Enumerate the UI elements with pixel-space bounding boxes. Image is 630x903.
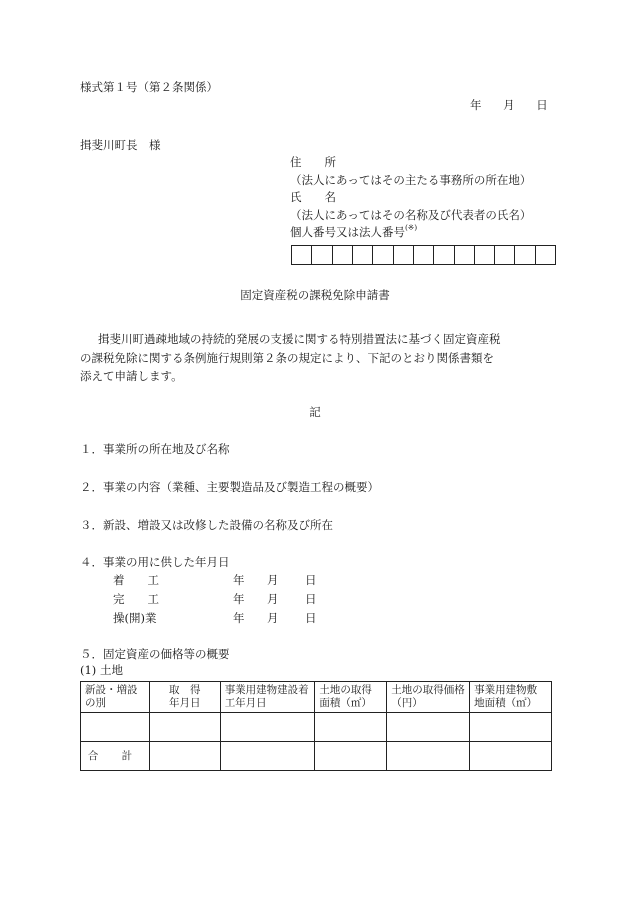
addressee: 揖斐川町長 様	[80, 138, 161, 152]
body-line: の課税免除に関する条例施行規則第２条の規定により、下記のとおり関係書類を	[80, 350, 494, 365]
date-line: 年 月 日	[470, 98, 548, 112]
schedule-label: 操(開)業	[113, 611, 157, 625]
id-digit-cell[interactable]	[536, 246, 555, 264]
table-cell[interactable]	[149, 713, 220, 742]
id-digit-cell[interactable]	[414, 246, 434, 264]
schedule-row	[0, 573, 630, 592]
ki-heading: 記	[309, 405, 321, 419]
item-5-asset-overview: ５．固定資産の価格等の概要	[80, 647, 230, 661]
id-label-line	[290, 225, 531, 243]
table-cell[interactable]	[149, 742, 220, 771]
item-5-subheading-land: (1) 土地	[80, 663, 123, 677]
col-header-acquisition-date: 取 得 年月日	[149, 682, 220, 713]
name-label: 氏 名	[290, 190, 336, 204]
id-digit-cell[interactable]	[373, 246, 393, 264]
form-number: 様式第１号（第２条関係）	[80, 80, 218, 94]
schedule-label: 着 工	[113, 573, 159, 587]
address-label: 住 所	[290, 155, 336, 169]
item-2-business-content: ２．事業の内容（業種、主要製造品及び製造工程の概要）	[80, 480, 379, 494]
land-table	[80, 681, 552, 771]
schedule-list	[0, 573, 630, 630]
document-title: 固定資産税の課税免除申請書	[240, 288, 390, 302]
id-digit-cell[interactable]	[495, 246, 515, 264]
id-digit-cell[interactable]	[515, 246, 535, 264]
table-cell[interactable]	[315, 742, 387, 771]
body-line: 揖斐川町過疎地域の持続的発展の支援に関する特別措置法に基づく固定資産税	[98, 332, 501, 346]
schedule-row	[0, 611, 630, 630]
schedule-year[interactable]: 年	[233, 592, 245, 606]
table-cell[interactable]	[387, 713, 470, 742]
id-digit-cell[interactable]	[292, 246, 312, 264]
col-header-land-price: 土地の取得価格（円）	[387, 682, 470, 713]
id-digit-cell[interactable]	[312, 246, 332, 264]
item-1-location: １．事業所の所在地及び名称	[80, 442, 230, 456]
id-digit-cell[interactable]	[455, 246, 475, 264]
applicant-block	[290, 155, 531, 243]
table-cell[interactable]	[81, 713, 150, 742]
id-note-mark: (※)	[405, 223, 418, 232]
schedule-month[interactable]: 月	[267, 611, 279, 625]
item-3-equipment: ３．新設、増設又は改修した設備の名称及び所在	[80, 518, 333, 532]
id-digit-cell[interactable]	[434, 246, 454, 264]
body-line: 添えて申請します。	[80, 369, 183, 383]
land-table-header-row	[81, 682, 552, 713]
col-header-type: 新設・増設の別	[81, 682, 150, 713]
schedule-month[interactable]: 月	[267, 573, 279, 587]
table-cell[interactable]	[220, 742, 315, 771]
schedule-year[interactable]: 年	[233, 573, 245, 587]
table-cell[interactable]	[387, 742, 470, 771]
total-row	[81, 742, 552, 771]
col-header-site-area: 事業用建物敷地面積（㎡）	[470, 682, 552, 713]
address-note: （法人にあってはその主たる事務所の所在地）	[290, 172, 532, 187]
name-note: （法人にあってはその名称及び代表者の氏名）	[290, 207, 532, 222]
item-4-dates: ４．事業の用に供した年月日	[80, 555, 230, 569]
schedule-day[interactable]: 日	[305, 611, 317, 625]
col-header-land-area: 土地の取得面積（㎡）	[315, 682, 387, 713]
schedule-year[interactable]: 年	[233, 611, 245, 625]
table-cell[interactable]	[470, 742, 552, 771]
id-digit-cell[interactable]	[394, 246, 414, 264]
table-cell[interactable]	[315, 713, 387, 742]
id-digit-cell[interactable]	[353, 246, 373, 264]
schedule-day[interactable]: 日	[305, 592, 317, 606]
total-label: 合 計	[81, 742, 150, 771]
col-header-construction-start: 事業用建物建設着工年月日	[220, 682, 315, 713]
table-cell[interactable]	[220, 713, 315, 742]
schedule-label: 完 工	[113, 592, 159, 606]
table-cell[interactable]	[470, 713, 552, 742]
schedule-row	[0, 592, 630, 611]
table-row	[81, 713, 552, 742]
id-number-boxes	[291, 245, 556, 265]
application-body	[80, 330, 548, 386]
id-digit-cell[interactable]	[333, 246, 353, 264]
schedule-day[interactable]: 日	[305, 573, 317, 587]
schedule-month[interactable]: 月	[267, 592, 279, 606]
id-label: 個人番号又は法人番号	[290, 225, 405, 239]
id-digit-cell[interactable]	[475, 246, 495, 264]
